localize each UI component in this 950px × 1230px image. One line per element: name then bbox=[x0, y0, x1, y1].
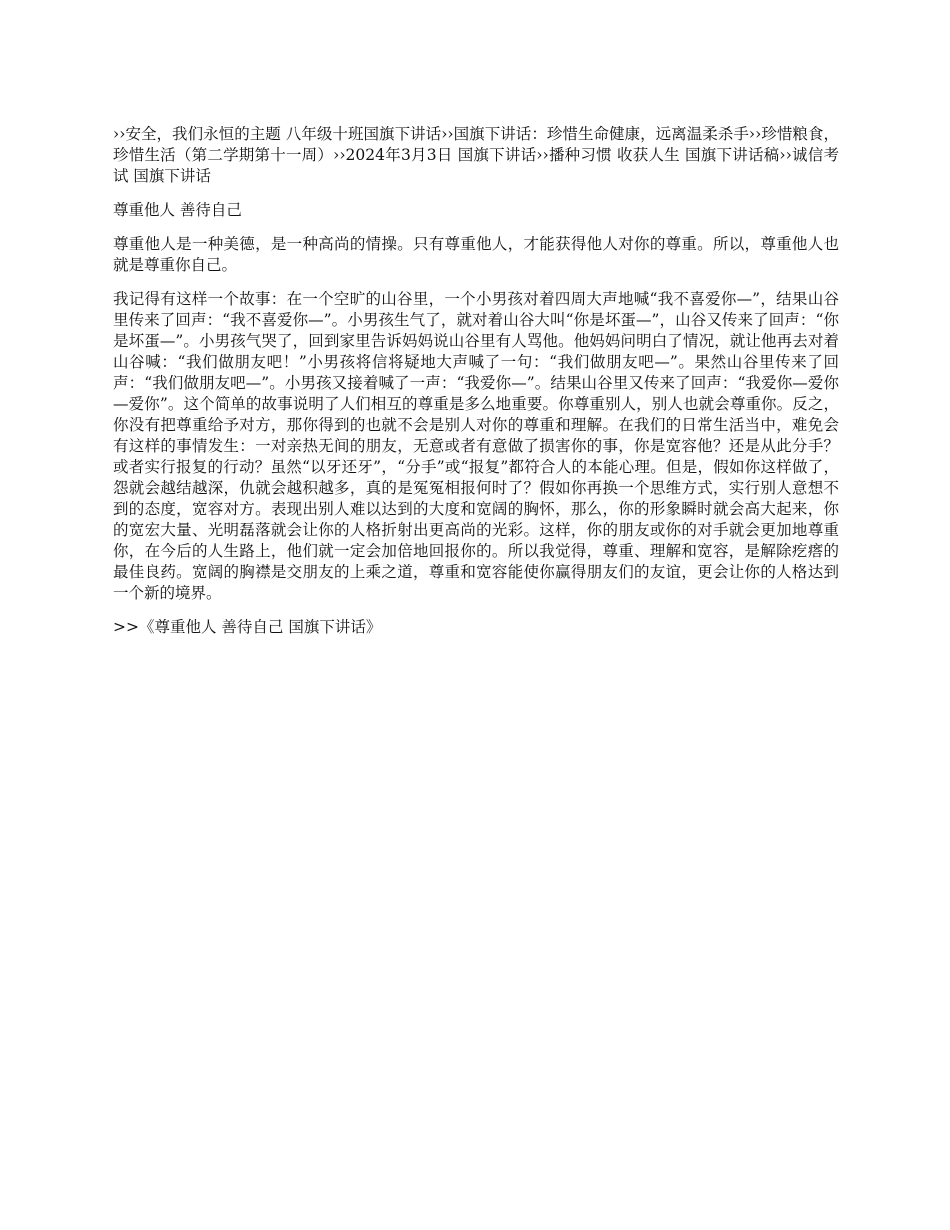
nav-prefix: ›› bbox=[441, 125, 454, 143]
related-link[interactable]: 2024年3月3日 国旗下讲话 bbox=[345, 146, 537, 164]
read-more-link-line bbox=[113, 617, 839, 638]
nav-prefix: ›› bbox=[333, 146, 346, 164]
nav-prefix: ›› bbox=[779, 146, 792, 164]
document-page bbox=[113, 124, 839, 638]
article-paragraph: 尊重他人是一种美德，是一种高尚的情操。只有尊重他人，才能获得他人对你的尊重。所以，尊重他人也就是尊重你自己。 bbox=[113, 235, 839, 274]
nav-prefix: ›› bbox=[113, 125, 126, 143]
article-paragraph: 我记得有这样一个故事：在一个空旷的山谷里，一个小男孩对着四周大声地喊“我不喜爱你—”，结果山谷里传来了回声：“我不喜爱你—”。小男孩生气了，就对着山谷大叫“你是坏蛋—”，山谷又传来了回声：“你是坏蛋—”。小男孩气哭了，回到家里告诉妈妈说山谷里有人骂他。他妈妈问明白了情况，就让他再去对着山谷喊：“我们做朋友吧！”小男孩将信将疑地大声喊了一句：“我们做朋友吧—”。果然山谷里传来了回声：“我们做朋友吧—”。小男孩又接着喊了一声：“我爱你—”。结果山谷里又传来了回声：“我爱你—爱你—爱你”。这个简单的故事说明了人们相互的尊重是多么地重要。你尊重别人，别人也就会尊重你。反之，你没有把尊重给予对方，那你得到的也就不会是别人对你的尊重和理解。在我们的日常生活当中，难免会有这样的事情发生：一对亲热无间的朋友，无意或者有意做了损害你的事，你是宽容他？还是从此分手？或者实行报复的行动？虽然“以牙还牙”，“分手”或“报复”都符合人的本能心理。但是，假如你这样做了，怨就会越结越深，仇就会越积越多，真的是冤冤相报何时了？假如你再换一个思维方式，实行别人意想不到的态度，宽容对方。表现出别人难以达到的大度和宽阔的胸怀，那么，你的形象瞬时就会高大起来，你的宽宏大量、光明磊落就会让你的人格折射出更高尚的光彩。这样，你的朋友或你的对手就会更加地尊重你，在今后的人生路上，他们就一定会加倍地回报你的。所以我觉得，尊重、理解和宽容，是解除疙瘩的最佳良药。宽阔的胸襟是交朋友的上乘之道，尊重和宽容能使你赢得朋友们的友谊，更会让你的人格达到一个新的境界。 bbox=[113, 290, 839, 602]
related-link[interactable]: 国旗下讲话：珍惜生命健康，远离温柔杀手 bbox=[453, 125, 749, 143]
related-links-nav bbox=[113, 124, 839, 187]
nav-prefix: ›› bbox=[536, 146, 549, 164]
article-link[interactable]: 《尊重他人 善待自己 国旗下讲话》 bbox=[138, 618, 382, 636]
nav-prefix: ›› bbox=[748, 125, 762, 143]
related-link[interactable]: 安全，我们永恒的主题 八年级十班国旗下讲话 bbox=[125, 125, 442, 143]
more-prefix: >> bbox=[113, 618, 139, 636]
article-title: 尊重他人 善待自己 bbox=[113, 201, 242, 219]
related-link[interactable]: 诚信考试 国旗下讲话 bbox=[113, 146, 839, 185]
related-link[interactable]: 播种习惯 收获人生 国旗下讲话稿 bbox=[548, 146, 780, 164]
related-link[interactable]: 珍惜粮食，珍惜生活（第二学期第十一周） bbox=[113, 125, 839, 164]
